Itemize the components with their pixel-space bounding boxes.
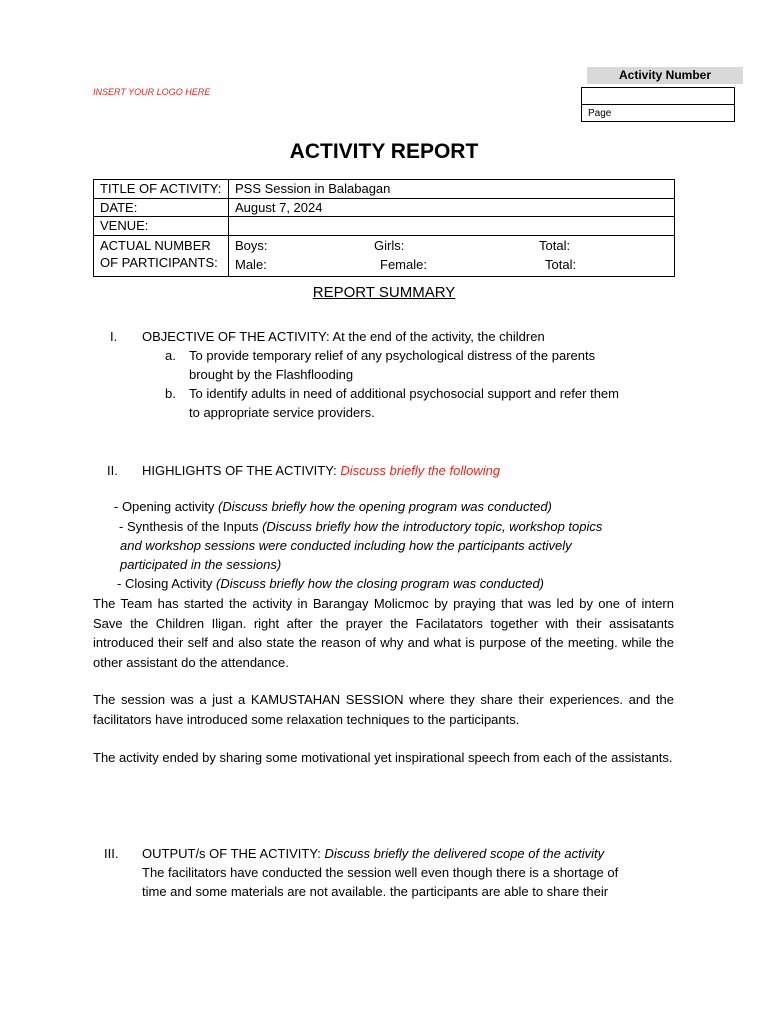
- output-line1: The facilitators have conducted the session well even though there is a shortage of: [142, 865, 619, 880]
- closing-activity-line: [117, 574, 544, 594]
- venue-value: [229, 217, 675, 236]
- table-row: [94, 235, 675, 276]
- section2-number: II.: [107, 463, 118, 478]
- activity-number-field: [581, 87, 735, 105]
- synthesis-note-3: participated in the sessions): [120, 557, 282, 572]
- table-row: [94, 180, 675, 199]
- venue-label: VENUE:: [94, 217, 229, 236]
- synthesis-label: - Synthesis of the Inputs: [119, 519, 263, 534]
- objective-a-line2: brought by the Flashflooding: [189, 367, 354, 382]
- adult-count-row: [235, 256, 668, 275]
- highlights-paragraph-2: The session was a just a KAMUSTAHAN SESSION where they share their experiences. and the facilitators have introduced some relaxation techniques to the participants.: [93, 692, 674, 727]
- opening-activity-label: - Opening activity: [114, 499, 219, 514]
- section1-heading: OBJECTIVE OF THE ACTIVITY: At the end of the activity, the children: [142, 329, 545, 344]
- date-value: August 7, 2024: [229, 198, 675, 217]
- section1-number: I.: [110, 329, 118, 344]
- highlights-paragraph-3: The activity ended by sharing some motivational yet inspirational speech from each of the assistants.: [93, 750, 673, 765]
- objective-b-letter: b.: [165, 386, 176, 401]
- activity-number-label: Activity Number: [587, 67, 743, 84]
- table-row: [94, 198, 675, 217]
- closing-activity-label: - Closing Activity: [117, 576, 216, 591]
- participants-value: [229, 235, 675, 276]
- logo-placeholder: INSERT YOUR LOGO HERE: [93, 87, 211, 97]
- page-field: [581, 105, 735, 122]
- participants-label: [94, 235, 229, 276]
- table-row: [94, 217, 675, 236]
- report-title: ACTIVITY REPORT: [289, 140, 479, 163]
- activity-info-table: [93, 179, 675, 277]
- activity-number-box: [581, 87, 735, 122]
- date-label: DATE:: [94, 198, 229, 217]
- section3-heading-line: [142, 844, 604, 864]
- section2-instruction: Discuss briefly the following: [340, 463, 501, 478]
- objective-a-letter: a.: [165, 348, 176, 363]
- output-line2: time and some materials are not available. the participants are able to share their: [142, 884, 609, 899]
- opening-activity-note: (Discuss briefly how the opening program was conducted): [218, 499, 552, 514]
- section3-instruction: Discuss briefly the delivered scope of the activity: [324, 846, 605, 861]
- synthesis-line1: [119, 517, 602, 537]
- closing-activity-note: (Discuss briefly how the closing program was conducted): [215, 576, 545, 591]
- section2-heading: HIGHLIGHTS OF THE ACTIVITY:: [142, 463, 341, 478]
- girls-label: Girls:: [374, 237, 405, 253]
- highlights-paragraph-1: The Team has started the activity in Barangay Molicmoc by praying that was led by one of intern Save the Children Iligan. right after the prayer the Facilatators together with their assisatants introduced their self and also state the reason of why and what is purpose of the meeting. while the other assistant do the attendance.: [93, 596, 674, 670]
- participants-label-line2: OF PARTICIPANTS:: [100, 255, 218, 270]
- page-label: Page: [588, 108, 612, 119]
- synthesis-note-2: and workshop sessions were conducted including how the participants actively: [120, 538, 572, 553]
- title-value: PSS Session in Balabagan: [229, 180, 675, 199]
- objective-b-line1: To identify adults in need of additional psychosocial support and refer them: [189, 386, 619, 401]
- opening-activity-line: [114, 497, 552, 517]
- children-total-label: Total:: [539, 237, 571, 253]
- title-label: TITLE OF ACTIVITY:: [94, 180, 229, 199]
- objective-a-line1: To provide temporary relief of any psychological distress of the parents: [189, 348, 596, 363]
- section3-number: III.: [104, 846, 119, 861]
- boys-label: Boys:: [235, 237, 268, 253]
- section2-heading-line: [142, 461, 500, 481]
- female-label: Female:: [380, 256, 427, 272]
- male-label: Male:: [235, 256, 267, 272]
- synthesis-note-1: (Discuss briefly how the introductory topic, workshop topics: [262, 519, 603, 534]
- participants-label-line1: ACTUAL NUMBER: [100, 237, 211, 253]
- report-summary-heading: REPORT SUMMARY: [312, 284, 456, 301]
- children-count-row: [235, 237, 668, 256]
- section3-heading: OUTPUT/s OF THE ACTIVITY:: [142, 846, 325, 861]
- adult-total-label: Total:: [545, 256, 577, 272]
- objective-b-line2: to appropriate service providers.: [189, 405, 375, 420]
